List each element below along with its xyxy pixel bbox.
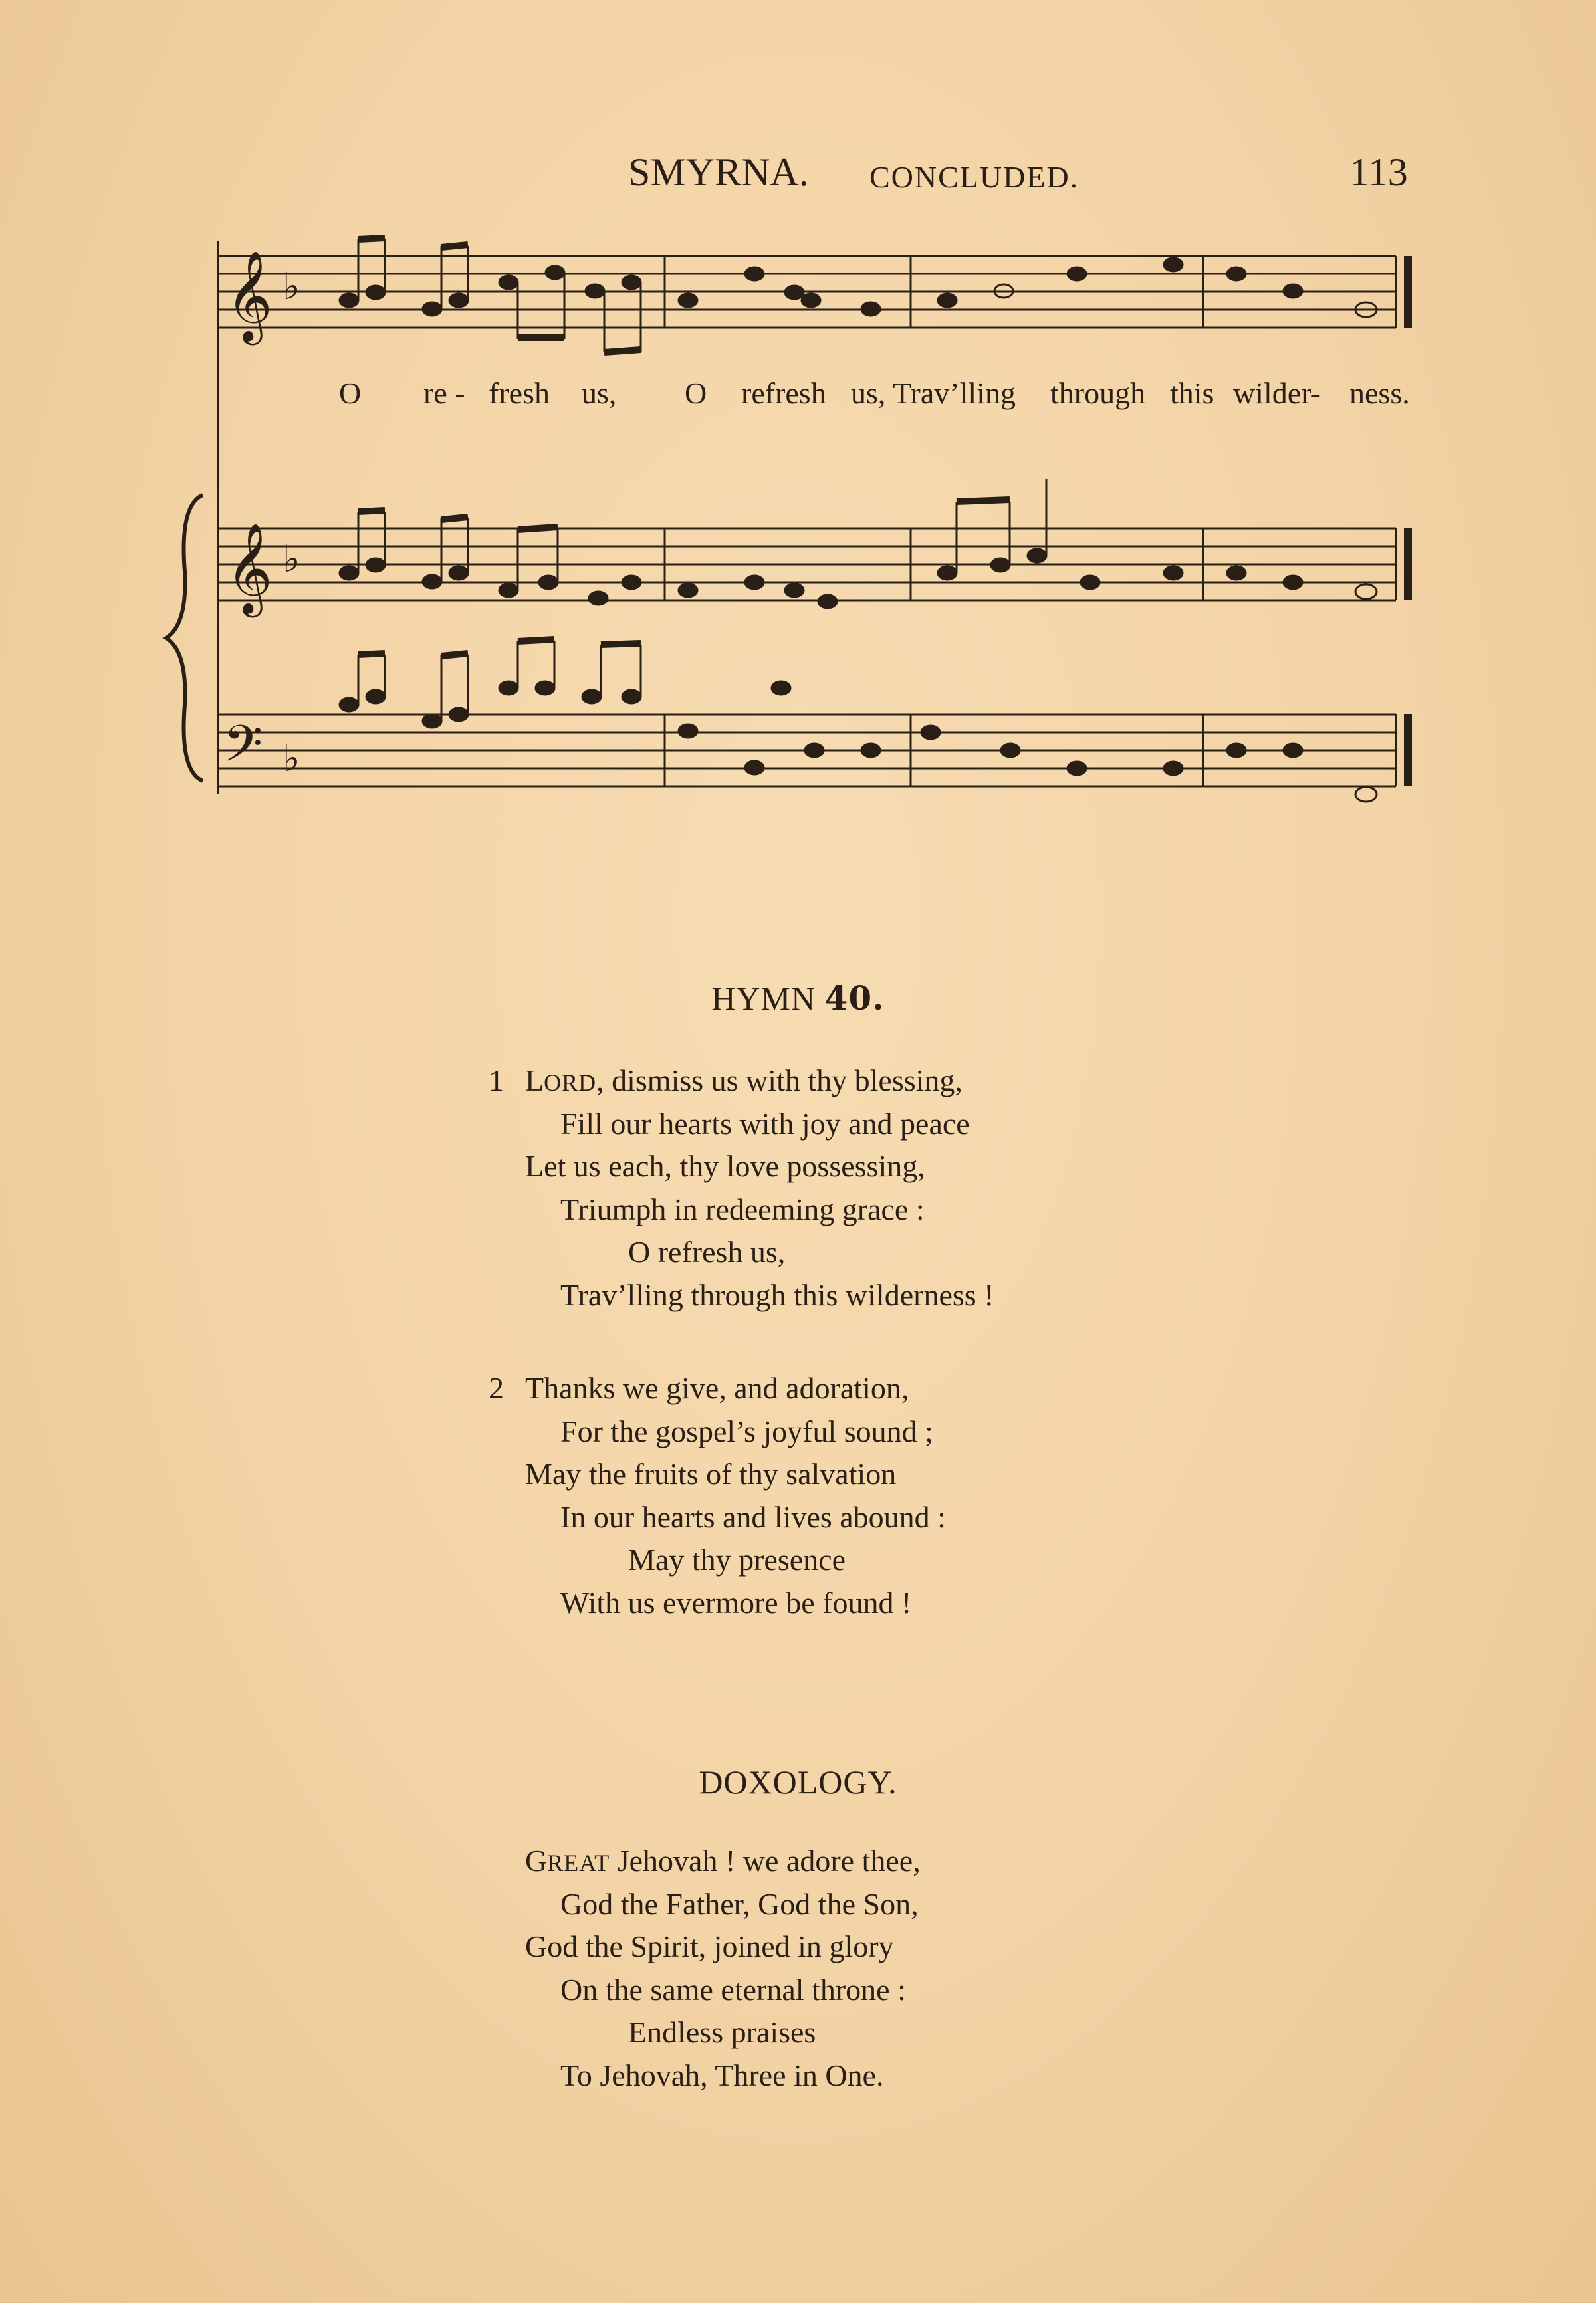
verse-line: , dismiss us with thy blessing, [596, 1063, 963, 1097]
verse-line: Let us each, thy love possessing, [525, 1149, 925, 1183]
treble-clef-icon: 𝄞 [226, 522, 273, 613]
verse-line: God the Spirit, joined in glory [525, 1929, 894, 1963]
verse-line: Jehovah ! we adore thee, [610, 1844, 921, 1878]
verse-line: In our hearts and lives abound : [560, 1499, 946, 1534]
hymn-number: 40. [824, 978, 885, 1018]
lyric-syllable: O [339, 376, 362, 410]
lyric-syllable: fresh [489, 376, 550, 410]
verse-line: God the Father, God the Son, [560, 1886, 919, 1921]
verse-line: May the fruits of thy salvation [525, 1457, 897, 1491]
verse-line: On the same eternal throne : [560, 1972, 906, 2007]
verse-line: Thanks we give, and adoration, [525, 1371, 909, 1405]
verse-first-word-cap: L [525, 1063, 544, 1097]
verse-line: Trav’lling through this wilderness ! [560, 1277, 994, 1312]
verse-line: O refresh us, [628, 1235, 786, 1269]
bass-clef-icon: 𝄢 [223, 714, 263, 786]
doxology-first-word-rest: REAT [547, 1850, 610, 1876]
hymn-verse-2 [489, 1367, 946, 1624]
tune-subtitle: CONCLUDED. [869, 160, 1080, 194]
svg-text:♭: ♭ [283, 265, 300, 308]
staff-treble [219, 528, 1396, 600]
lyric-syllable: us, [582, 376, 617, 410]
page-number: 113 [1349, 150, 1408, 194]
doxology-title: DOXOLOGY. [699, 1763, 897, 1801]
doxology-verse [489, 1840, 921, 2097]
hymn-title [0, 978, 1596, 1018]
verse-number: 2 [489, 1371, 504, 1405]
lyric-syllable: us, Trav’lling [851, 376, 1016, 410]
lyric-syllable: through [1050, 376, 1146, 410]
svg-text:♭: ♭ [283, 538, 300, 581]
lyric-syllable: ness. [1349, 376, 1410, 410]
staff-melody [219, 256, 1396, 328]
verse-first-word-rest: ORD [544, 1069, 597, 1096]
verse-line: Triumph in redeeming grace : [560, 1192, 925, 1226]
lyric-syllable: re - [423, 376, 465, 410]
tune-title: SMYRNA. [628, 150, 809, 194]
verse-line: May thy presence [628, 1543, 846, 1577]
lyric-syllable: wilder- [1233, 376, 1321, 410]
verse-number: 1 [489, 1063, 504, 1097]
doxology-first-word-cap: G [525, 1844, 548, 1878]
hymn-label: HYMN [711, 980, 816, 1017]
lyric-syllable: O [685, 376, 707, 410]
verse-line: Fill our hearts with joy and peace [560, 1106, 970, 1141]
lyric-syllable: this [1170, 376, 1214, 410]
music-score [0, 0, 1596, 864]
verse-line: To Jehovah, Three in One. [560, 2058, 884, 2092]
lyric-syllable: refresh [741, 376, 826, 410]
svg-text:♭: ♭ [283, 737, 300, 780]
verse-line: For the gospel’s joyful sound ; [560, 1414, 933, 1448]
verse-line: With us evermore be found ! [560, 1585, 912, 1620]
hymn-verse-1 [489, 1059, 994, 1317]
verse-line: Endless praises [628, 2015, 816, 2049]
treble-clef-icon: 𝄞 [226, 249, 273, 341]
